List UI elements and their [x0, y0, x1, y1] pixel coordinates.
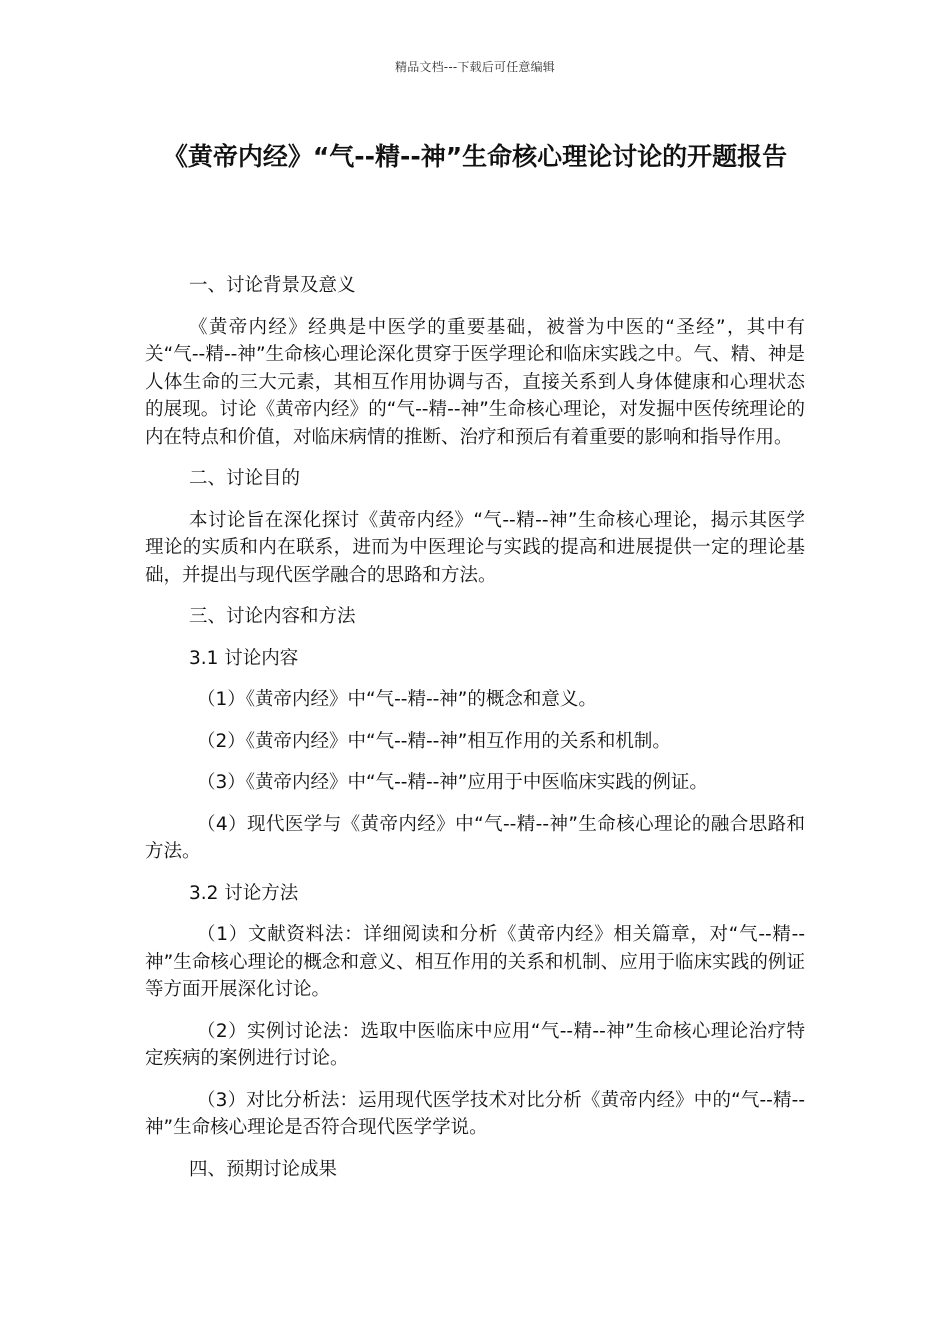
paragraph-background: 《黄帝内经》经典是中医学的重要基础，被誉为中医的“圣经”，其中有关“气--精--神”生命核心理论深化贯穿于医学理论和临床实践之中。气、精、神是人体生命的三大元素，其相互作用协调与否，直接关系到人身体健康和心理状态的展现。讨论《黄帝内经》的“气--精--神”生命核心理论，对发掘中医传统理论的内在特点和价值，对临床病情的推断、治疗和预后有着重要的影响和指导作用。	[145, 316, 805, 448]
content-item: （1）《黄帝内经》中“气--精--神”的概念和意义。	[197, 689, 597, 710]
subheading-content: 3.1 讨论内容	[189, 647, 299, 669]
method-item: （3）对比分析法：运用现代医学技术对比分析《黄帝内经》中的“气--精--神”生命核心理论是否符合现代医学学说。	[145, 1089, 805, 1138]
method-item: （2）实例讨论法：选取中医临床中应用“气--精--神”生命核心理论治疗特定疾病的案例进行讨论。	[145, 1020, 805, 1069]
header-note: 精品文档---下载后可任意编辑	[395, 60, 555, 74]
section-heading-purpose: 二、讨论目的	[189, 468, 301, 489]
section-heading-background: 一、讨论背景及意义	[189, 275, 356, 296]
method-item: （1）文献资料法：详细阅读和分析《黄帝内经》相关篇章，对“气--精--神”生命核心理论的概念和意义、相互作用的关系和机制、应用于临床实践的例证等方面开展深化讨论。	[145, 924, 805, 1000]
section-heading-content-methods: 三、讨论内容和方法	[189, 606, 356, 627]
content-item: （2）《黄帝内经》中“气--精--神”相互作用的关系和机制。	[197, 730, 671, 752]
document-body	[145, 272, 805, 1197]
section-heading-expected-results: 四、预期讨论成果	[189, 1158, 338, 1180]
document-title: 《黄帝内经》“气--精--神”生命核心理论讨论的开题报告	[162, 142, 788, 171]
subheading-methods: 3.2 讨论方法	[189, 882, 299, 904]
content-item: （4）现代医学与《黄帝内经》中“气--精--神”生命核心理论的融合思路和方法。	[145, 813, 805, 862]
paragraph-purpose: 本讨论旨在深化探讨《黄帝内经》“气--精--神”生命核心理论，揭示其医学理论的实质和内在联系，进而为中医理论与实践的提高和进展提供一定的理论基础，并提出与现代医学融合的思路和方法。	[145, 509, 805, 586]
content-item: （3）《黄帝内经》中“气--精--神”应用于中医临床实践的例证。	[197, 772, 708, 793]
